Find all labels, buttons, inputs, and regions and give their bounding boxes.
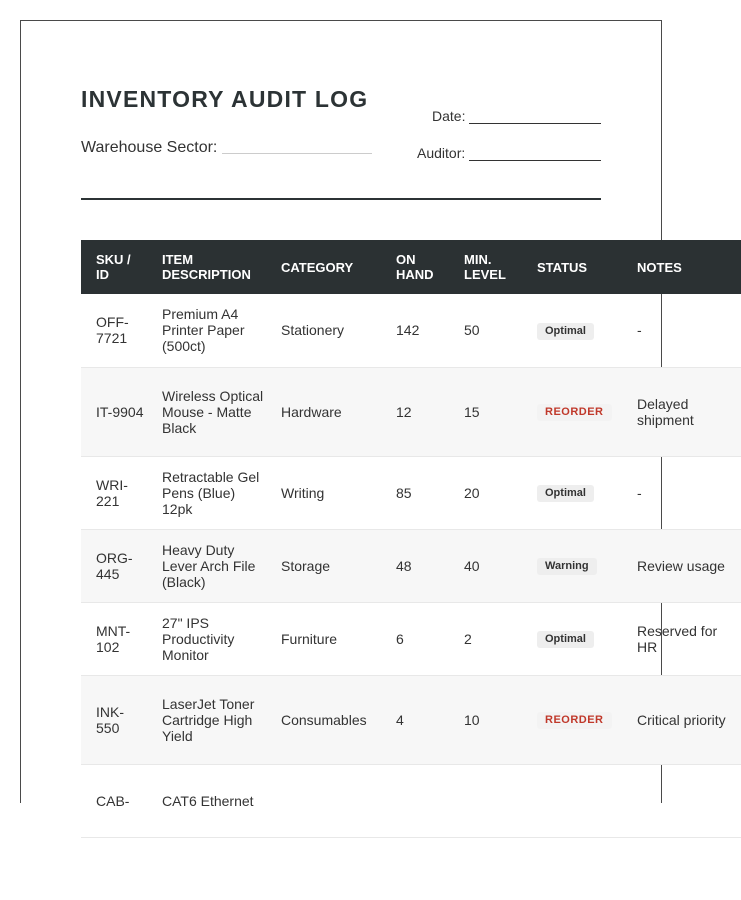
notes-cell: - xyxy=(622,456,741,529)
notes-cell: - xyxy=(622,294,741,367)
date-label: Date: xyxy=(432,108,466,124)
on-hand-cell: 12 xyxy=(381,367,449,456)
status-cell xyxy=(522,602,622,675)
description-cell: Premium A4 Printer Paper (500ct) xyxy=(147,294,266,367)
header-divider xyxy=(81,198,601,200)
table-row xyxy=(81,294,741,367)
min-level-cell xyxy=(449,764,522,837)
table-header-row xyxy=(81,240,741,294)
on-hand-cell: 4 xyxy=(381,675,449,764)
category-cell: Stationery xyxy=(266,294,381,367)
sku-cell: CAB- xyxy=(81,764,147,837)
warehouse-sector-label: Warehouse Sector: xyxy=(81,139,218,156)
min-level-cell: 20 xyxy=(449,456,522,529)
description-cell: LaserJet Toner Cartridge High Yield xyxy=(147,675,266,764)
column-header-status: STATUS xyxy=(522,240,622,294)
table-row xyxy=(81,764,741,837)
status-cell xyxy=(522,367,622,456)
table-row xyxy=(81,529,741,602)
on-hand-cell: 48 xyxy=(381,529,449,602)
warehouse-sector-field[interactable] xyxy=(222,153,372,154)
notes-cell: Delayed shipment xyxy=(622,367,741,456)
status-cell xyxy=(522,764,622,837)
status-badge: REORDER xyxy=(537,404,612,421)
status-badge: REORDER xyxy=(537,712,612,729)
table-row xyxy=(81,675,741,764)
description-cell: CAT6 Ethernet xyxy=(147,764,266,837)
status-badge: Warning xyxy=(537,558,597,575)
category-cell: Consumables xyxy=(266,675,381,764)
min-level-cell: 2 xyxy=(449,602,522,675)
category-cell: Hardware xyxy=(266,367,381,456)
on-hand-cell xyxy=(381,764,449,837)
category-cell: Writing xyxy=(266,456,381,529)
sku-cell: WRI-221 xyxy=(81,456,147,529)
notes-cell xyxy=(622,764,741,837)
column-header-notes: NOTES xyxy=(622,240,741,294)
status-badge: Optimal xyxy=(537,631,594,648)
column-header-min-level: MIN. LEVEL xyxy=(449,240,522,294)
table-row xyxy=(81,602,741,675)
status-badge: Optimal xyxy=(537,323,594,340)
min-level-cell: 40 xyxy=(449,529,522,602)
description-cell: Retractable Gel Pens (Blue) 12pk xyxy=(147,456,266,529)
category-cell: Storage xyxy=(266,529,381,602)
date-field[interactable] xyxy=(469,108,601,124)
min-level-cell: 15 xyxy=(449,367,522,456)
inventory-table xyxy=(81,240,741,838)
on-hand-cell: 142 xyxy=(381,294,449,367)
notes-cell: Reserved for HR xyxy=(622,602,741,675)
status-cell xyxy=(522,529,622,602)
notes-cell: Critical priority xyxy=(622,675,741,764)
status-cell xyxy=(522,456,622,529)
on-hand-cell: 6 xyxy=(381,602,449,675)
description-cell: Heavy Duty Lever Arch File (Black) xyxy=(147,529,266,602)
status-cell xyxy=(522,675,622,764)
column-header-category: CATEGORY xyxy=(266,240,381,294)
column-header-description: ITEM DESCRIPTION xyxy=(147,240,266,294)
status-cell xyxy=(522,294,622,367)
sku-cell: MNT-102 xyxy=(81,602,147,675)
table-row xyxy=(81,456,741,529)
page-title: INVENTORY AUDIT LOG xyxy=(81,86,369,112)
sku-cell: ORG-445 xyxy=(81,529,147,602)
sku-cell: IT-9904 xyxy=(81,367,147,456)
min-level-cell: 10 xyxy=(449,675,522,764)
column-header-on-hand: ON HAND xyxy=(381,240,449,294)
description-cell: Wireless Optical Mouse - Matte Black xyxy=(147,367,266,456)
auditor-label: Auditor: xyxy=(417,145,466,161)
notes-cell: Review usage xyxy=(622,529,741,602)
description-cell: 27" IPS Productivity Monitor xyxy=(147,602,266,675)
category-cell xyxy=(266,764,381,837)
on-hand-cell: 85 xyxy=(381,456,449,529)
sku-cell: OFF-7721 xyxy=(81,294,147,367)
min-level-cell: 50 xyxy=(449,294,522,367)
table-row xyxy=(81,367,741,456)
category-cell: Furniture xyxy=(266,602,381,675)
auditor-field[interactable] xyxy=(469,145,601,161)
column-header-sku: SKU / ID xyxy=(81,240,147,294)
sku-cell: INK-550 xyxy=(81,675,147,764)
status-badge: Optimal xyxy=(537,485,594,502)
